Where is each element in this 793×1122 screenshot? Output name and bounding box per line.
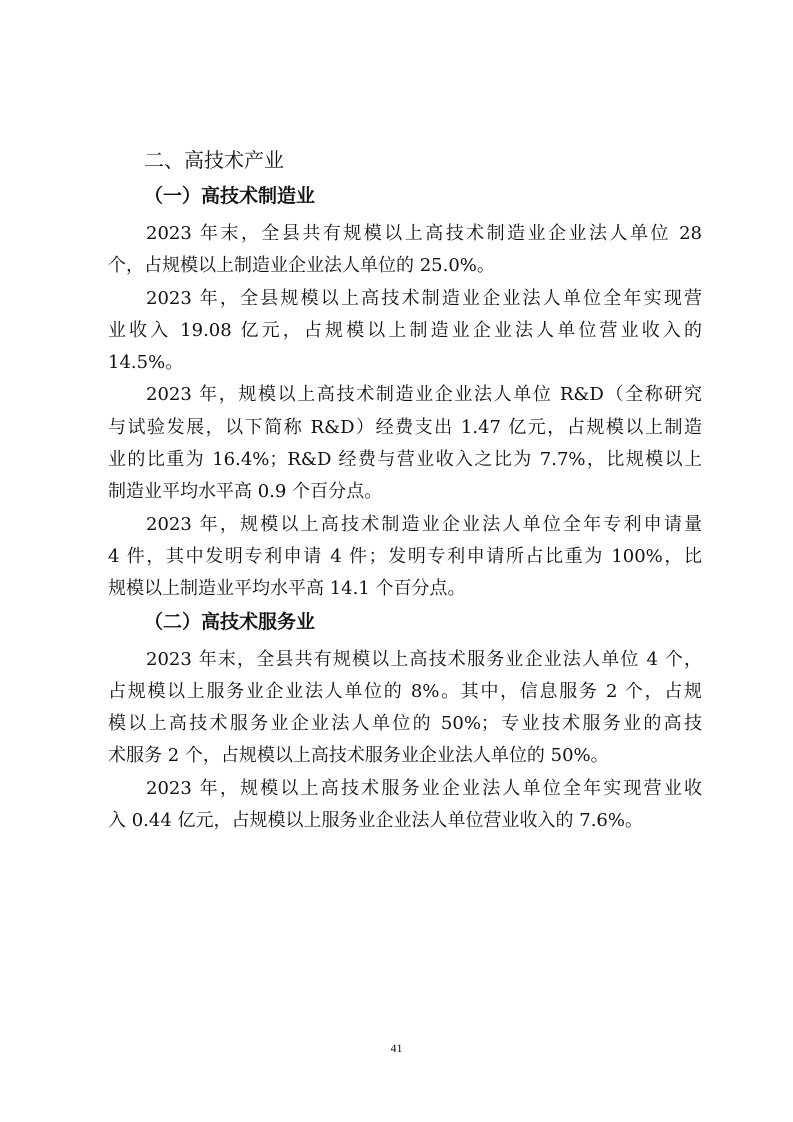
paragraph-line: 14.5%。 (108, 352, 184, 374)
paragraph (108, 218, 702, 283)
paragraph-line: 2023 年，全县规模以上高技术制造业企业法人单位全年实现营 (146, 287, 702, 309)
paragraph-line: 模以上高技术服务业企业法人单位的 50%；专业技术服务业的高技 (108, 713, 702, 735)
paragraph-line: 2023 年，规模以上高技术制造业企业法人单位全年专利申请量 (146, 513, 702, 535)
paragraph-line: 占规模以上服务业企业法人单位的 8%。其中，信息服务 2 个，占规 (108, 680, 702, 702)
subsection-title: （二）高技术服务业 (144, 610, 316, 633)
section-title: 二、高技术产业 (144, 148, 284, 172)
paragraph (108, 644, 702, 773)
paragraph-line: 2023 年，规模以上高技术制造业企业法人单位 R&D（全称研究 (146, 384, 702, 406)
paragraph (108, 773, 702, 838)
paragraph-line: 规模以上制造业平均水平高 14.1 个百分点。 (108, 578, 466, 600)
paragraph-line: 业的比重为 16.4%；R&D 经费与营业收入之比为 7.7%，比规模以上 (108, 449, 702, 471)
page-number: 41 (390, 1041, 403, 1055)
paragraph-line: 术服务 2 个，占规模以上高技术服务业企业法人单位的 50%。 (108, 745, 609, 767)
subsection-title: （一）高技术制造业 (144, 185, 316, 207)
subsection-services (108, 610, 702, 838)
paragraph (108, 283, 702, 380)
paragraph-line: 入 0.44 亿元，占规模以上服务业企业法人单位营业收入的 7.6%。 (108, 810, 643, 832)
paragraph-line: 2023 年，规模以上高技术服务业企业法人单位全年实现营业收 (146, 777, 702, 799)
paragraph (108, 379, 702, 508)
paragraph-line: 4 件，其中发明专利申请 4 件；发明专利申请所占比重为 100%，比 (108, 545, 702, 567)
paragraph (108, 509, 702, 606)
paragraph-line: 与试验发展，以下简称 R&D）经费支出 1.47 亿元，占规模以上制造 (108, 416, 702, 438)
paragraph-line: 制造业平均水平高 0.9 个百分点。 (108, 481, 383, 503)
paragraph-line: 个，占规模以上制造业企业法人单位的 25.0%。 (108, 255, 495, 277)
subsection-manufacturing (108, 184, 702, 606)
document-body (108, 148, 702, 837)
paragraph-line: 2023 年末，全县共有规模以上高技术服务业企业法人单位 4 个， (146, 648, 702, 670)
paragraph-line: 业收入 19.08 亿元，占规模以上制造业企业法人单位营业收入的 (108, 319, 702, 341)
paragraph-line: 2023 年末，全县共有规模以上高技术制造业企业法人单位 28 (146, 223, 702, 244)
